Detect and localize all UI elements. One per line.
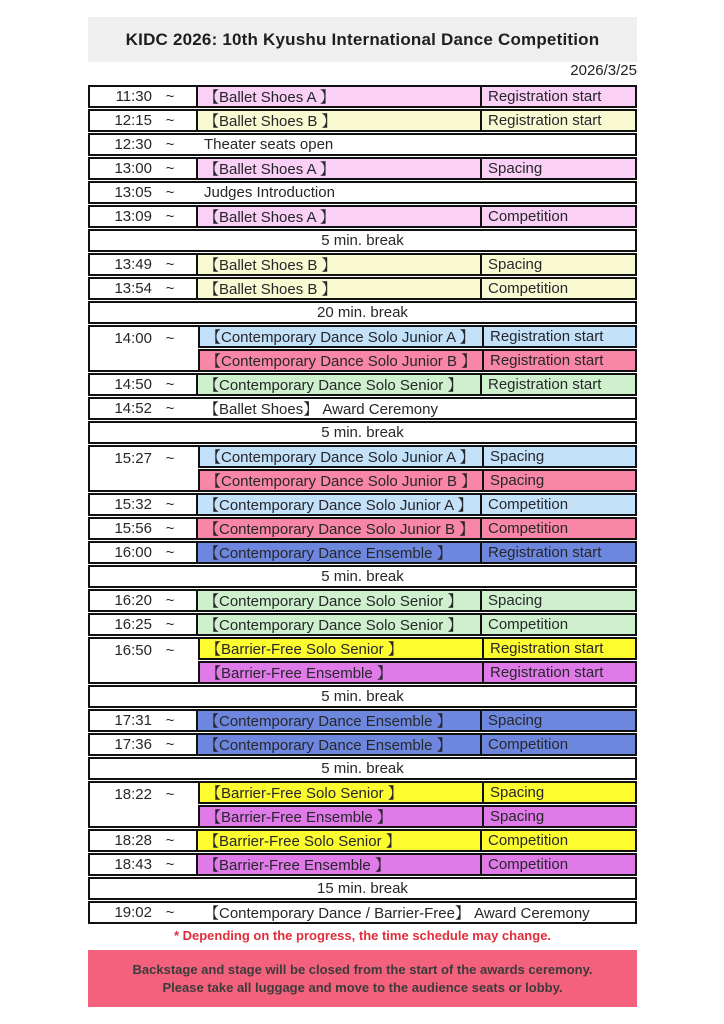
event-cell: 【Ballet Shoes A 】 [196,87,480,106]
event-row-group [88,325,637,372]
time-value: 15:56 [114,520,152,537]
event-cell: 【Contemporary Dance Ensemble 】 [196,543,480,562]
event-row [88,373,637,396]
time-cell [88,325,198,372]
tilde-separator: ~ [165,496,175,513]
time-value: 19:02 [114,904,152,921]
tilde-separator: ~ [165,450,175,467]
status-cell: Registration start [480,111,635,130]
break-label: 5 min. break [321,760,404,777]
status-cell: Spacing [482,783,635,802]
tilde-separator: ~ [165,832,175,849]
status-cell: Spacing [480,711,635,730]
event-row [88,829,637,852]
time-cell [90,255,196,274]
time-value: 13:54 [114,280,152,297]
event-cell: 【Contemporary Dance Solo Junior A 】 [200,447,482,466]
time-cell [90,591,196,610]
schedule-table [88,85,637,925]
time-value: 15:32 [114,496,152,513]
event-row-group [88,445,637,492]
time-cell [90,375,196,394]
event-row [88,109,637,132]
tilde-separator: ~ [165,330,175,347]
event-row [198,445,637,468]
time-cell [90,207,196,226]
tilde-separator: ~ [165,256,175,273]
info-label: Judges Introduction [204,184,335,201]
time-value: 14:00 [114,330,152,347]
time-value: 17:36 [114,736,152,753]
info-row [88,133,637,156]
break-row [88,565,637,588]
time-value: 16:50 [114,642,152,659]
time-cell [90,855,196,874]
tilde-separator: ~ [165,592,175,609]
event-row [198,805,637,828]
event-cell: 【Contemporary Dance Solo Junior A 】 [200,327,482,346]
status-cell: Registration start [480,375,635,394]
tilde-separator: ~ [165,400,175,417]
status-cell: Spacing [480,255,635,274]
event-row [198,469,637,492]
break-label: 5 min. break [321,688,404,705]
event-cell: 【Barrier-Free Ensemble 】 [200,807,482,826]
event-row [88,517,637,540]
tilde-separator: ~ [165,786,175,803]
status-cell: Spacing [482,471,635,490]
event-row [88,709,637,732]
time-value: 18:43 [114,856,152,873]
tilde-separator: ~ [165,160,175,177]
status-cell: Spacing [480,159,635,178]
info-row [88,181,637,204]
break-label: 20 min. break [317,304,408,321]
event-row [198,661,637,684]
row-stack [198,781,637,828]
status-cell: Competition [480,615,635,634]
break-row [88,877,637,900]
event-cell: 【Ballet Shoes B 】 [196,279,480,298]
status-cell: Competition [480,495,635,514]
tilde-separator: ~ [165,280,175,297]
time-value: 14:50 [114,376,152,393]
event-row [88,205,637,228]
notice-line-1: Backstage and stage will be closed from the start of the awards ceremony. [132,962,593,977]
event-cell: 【Contemporary Dance Solo Senior 】 [196,615,480,634]
time-value: 11:30 [115,88,152,105]
event-row [88,541,637,564]
status-cell: Competition [480,207,635,226]
time-value: 14:52 [114,400,152,417]
event-row-group [88,781,637,828]
notice-box [88,950,637,1007]
info-label: Theater seats open [204,136,334,153]
break-row [88,421,637,444]
time-cell [90,279,196,298]
time-value: 12:30 [114,136,152,153]
event-cell: 【Contemporary Dance Solo Senior 】 [196,375,480,394]
time-cell [90,903,196,922]
status-cell: Spacing [482,807,635,826]
tilde-separator: ~ [165,136,175,153]
tilde-separator: ~ [165,88,175,105]
event-cell: 【Contemporary Dance Solo Junior B 】 [200,351,482,370]
status-cell: Registration start [482,351,635,370]
info-row [88,397,637,420]
tilde-separator: ~ [165,520,175,537]
event-cell: 【Barrier-Free Ensemble 】 [196,855,480,874]
event-cell: 【Barrier-Free Solo Senior 】 [196,831,480,850]
row-stack [198,637,637,684]
break-row [88,229,637,252]
event-cell: 【Barrier-Free Solo Senior 】 [200,639,482,658]
status-cell: Competition [480,831,635,850]
event-row [198,325,637,348]
time-cell [90,135,196,154]
tilde-separator: ~ [165,736,175,753]
event-row [198,349,637,372]
status-cell: Competition [480,735,635,754]
tilde-separator: ~ [165,856,175,873]
event-row-group [88,637,637,684]
time-value: 16:25 [114,616,152,633]
event-cell: 【Barrier-Free Solo Senior 】 [200,783,482,802]
time-cell [90,711,196,730]
status-cell: Competition [480,855,635,874]
tilde-separator: ~ [165,208,175,225]
notice-line-2: Please take all luggage and move to the audience seats or lobby. [162,980,563,995]
info-label: 【Contemporary Dance / Barrier-Free】 Award Ceremony [204,905,590,922]
break-label: 5 min. break [321,424,404,441]
break-label: 5 min. break [321,232,404,249]
time-value: 13:09 [114,208,152,225]
time-cell [90,159,196,178]
status-cell: Registration start [482,663,635,682]
tilde-separator: ~ [165,184,175,201]
time-value: 16:00 [114,544,152,561]
event-row [88,493,637,516]
tilde-separator: ~ [165,616,175,633]
status-cell: Spacing [482,447,635,466]
time-cell [88,637,198,684]
event-row [88,253,637,276]
event-row [198,637,637,660]
break-row [88,301,637,324]
time-cell [90,111,196,130]
time-cell [90,183,196,202]
title-box [88,17,637,62]
time-value: 13:00 [114,160,152,177]
page-title: KIDC 2026: 10th Kyushu International Dance Competition [125,29,600,49]
event-row [88,85,637,108]
event-row [88,277,637,300]
status-cell: Registration start [480,543,635,562]
time-value: 13:05 [114,184,152,201]
info-row [88,901,637,924]
event-cell: 【Contemporary Dance Ensemble 】 [196,735,480,754]
time-cell [90,519,196,538]
event-cell: 【Contemporary Dance Ensemble 】 [196,711,480,730]
tilde-separator: ~ [165,712,175,729]
info-label: 【Ballet Shoes】 Award Ceremony [204,401,438,418]
tilde-separator: ~ [165,112,175,129]
event-cell: 【Contemporary Dance Solo Junior A 】 [196,495,480,514]
time-value: 18:22 [114,786,152,803]
status-cell: Competition [480,279,635,298]
status-cell: Registration start [482,639,635,658]
time-cell [90,495,196,514]
time-value: 12:15 [114,112,152,129]
time-cell [90,543,196,562]
event-row [88,157,637,180]
event-row [88,733,637,756]
event-row [88,613,637,636]
break-label: 5 min. break [321,568,404,585]
event-row [88,589,637,612]
time-cell [90,831,196,850]
row-stack [198,445,637,492]
status-cell: Spacing [480,591,635,610]
event-row [88,853,637,876]
status-cell: Registration start [480,87,635,106]
event-cell: 【Ballet Shoes B 】 [196,111,480,130]
time-cell [90,87,196,106]
time-value: 16:20 [114,592,152,609]
tilde-separator: ~ [165,642,175,659]
time-cell [90,615,196,634]
status-cell: Competition [480,519,635,538]
status-cell: Registration start [482,327,635,346]
time-cell [90,735,196,754]
event-cell: 【Barrier-Free Ensemble 】 [200,663,482,682]
time-cell [88,781,198,828]
event-cell: 【Contemporary Dance Solo Junior B 】 [196,519,480,538]
time-cell [88,445,198,492]
time-cell [90,399,196,418]
event-cell: 【Contemporary Dance Solo Senior 】 [196,591,480,610]
time-value: 17:31 [114,712,152,729]
event-cell: 【Contemporary Dance Solo Junior B 】 [200,471,482,490]
tilde-separator: ~ [165,544,175,561]
tilde-separator: ~ [165,376,175,393]
event-cell: 【Ballet Shoes B 】 [196,255,480,274]
time-value: 15:27 [114,450,152,467]
time-value: 13:49 [114,256,152,273]
break-row [88,757,637,780]
break-label: 15 min. break [317,880,408,897]
event-cell: 【Ballet Shoes A 】 [196,207,480,226]
break-row [88,685,637,708]
row-stack [198,325,637,372]
event-cell: 【Ballet Shoes A 】 [196,159,480,178]
time-value: 18:28 [114,832,152,849]
event-date: 2026/3/25 [570,62,637,79]
tilde-separator: ~ [165,904,175,921]
schedule-note: * Depending on the progress, the time schedule may change. [173,928,552,943]
event-row [198,781,637,804]
